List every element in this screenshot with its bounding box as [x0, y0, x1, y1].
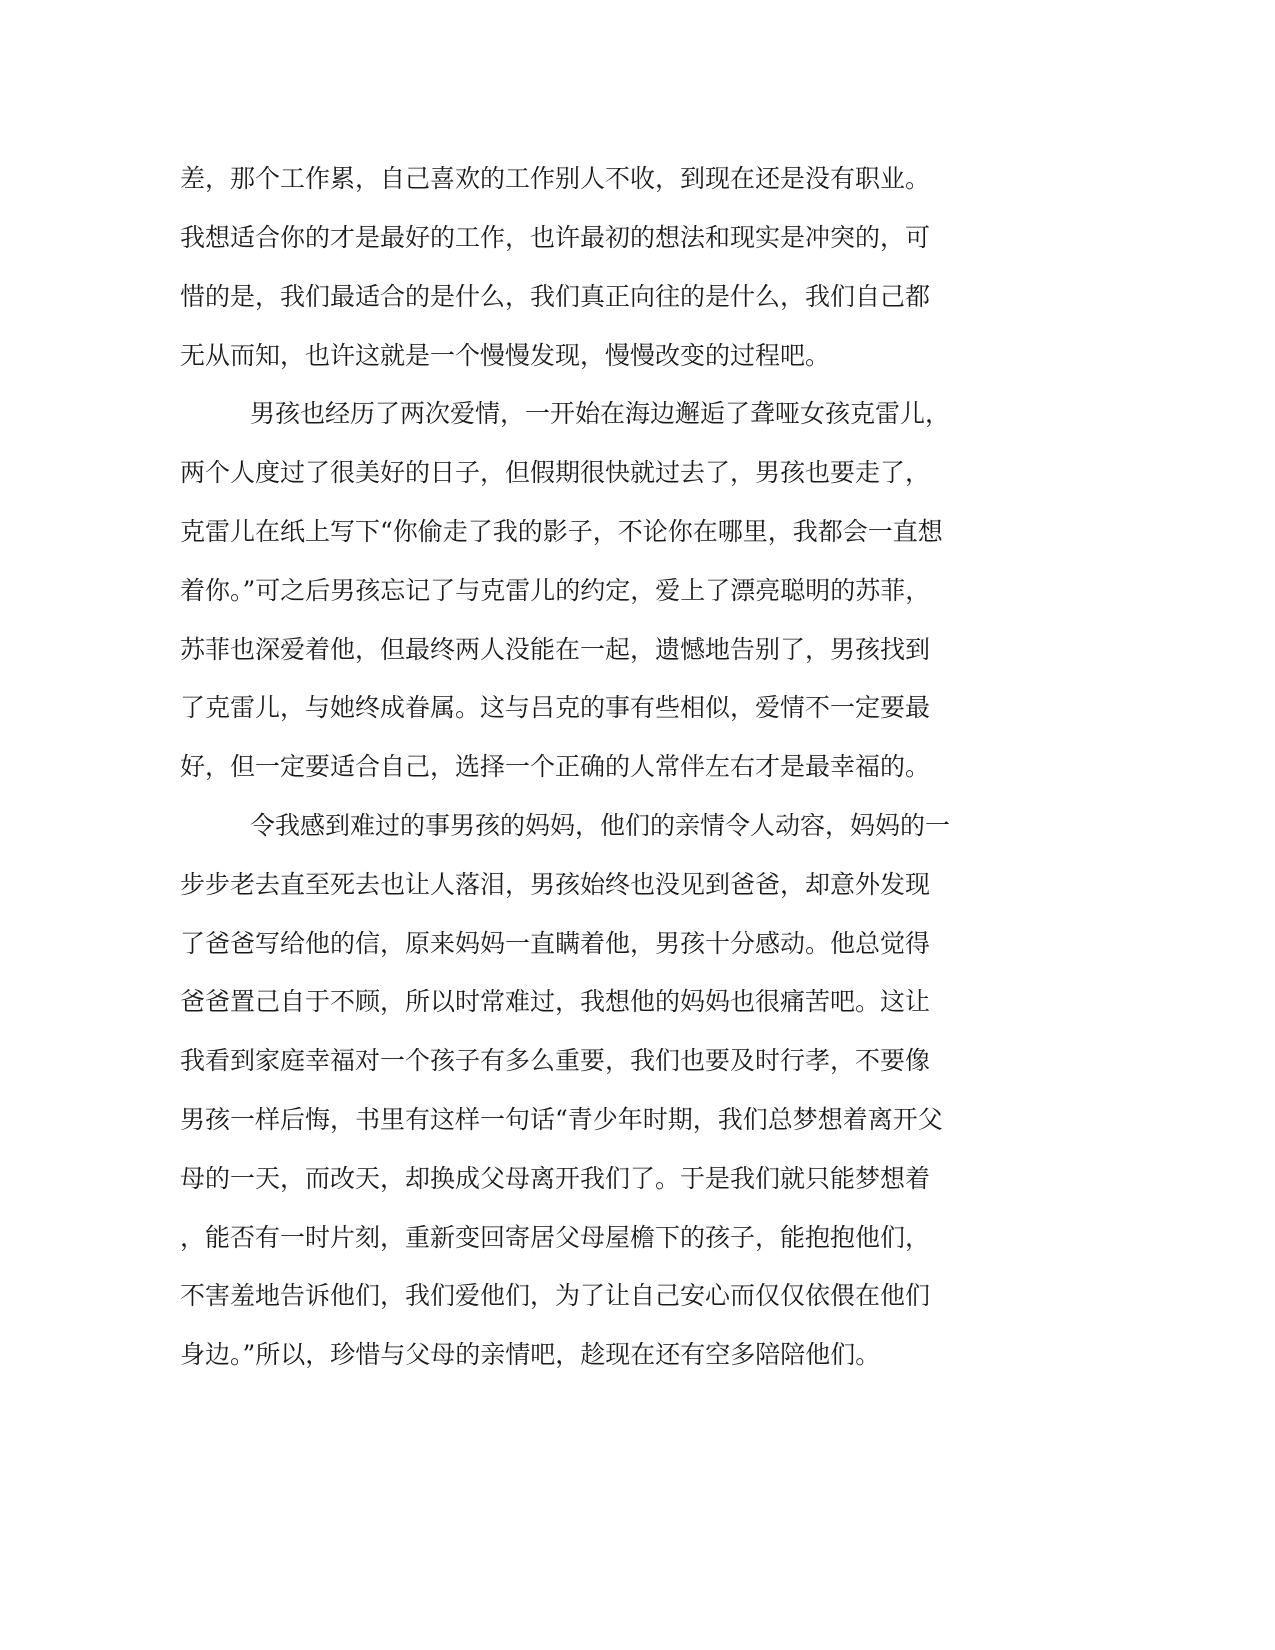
text-line: ，能否有一时片刻，重新变回寄居父母屋檐下的孩子，能抱抱他们，	[180, 1223, 931, 1252]
text-line: 无从而知，也许这就是一个慢慢发现，慢慢改变的过程吧。	[180, 341, 831, 370]
text-line: 爸爸置己自于不顾，所以时常难过，我想他的妈妈也很痛苦吧。这让	[180, 987, 931, 1016]
text-line: 了克雷儿，与她终成眷属。这与吕克的事有些相似，爱情不一定要最	[180, 693, 931, 722]
text-line: 男孩一样后悔，书里有这样一句话“青少年时期，我们总梦想着离开父	[180, 1105, 943, 1134]
text-line: 好，但一定要适合自己，选择一个正确的人常伴左右才是最幸福的。	[180, 752, 931, 781]
text-line: 惜的是，我们最适合的是什么，我们真正向往的是什么，我们自己都	[180, 282, 931, 311]
text-line: 步步老去直至死去也让人落泪，男孩始终也没见到爸爸，却意外发现	[180, 870, 931, 899]
text-line: 苏菲也深爱着他，但最终两人没能在一起，遗憾地告别了，男孩找到	[180, 635, 931, 664]
paragraph-start-line: 令我感到难过的事男孩的妈妈，他们的亲情令人动容，妈妈的一	[250, 811, 951, 840]
text-line: 不害羞地告诉他们，我们爱他们，为了让自己安心而仅仅依偎在他们	[180, 1281, 931, 1310]
text-line: 我看到家庭幸福对一个孩子有多么重要，我们也要及时行孝，不要像	[180, 1046, 931, 1075]
text-line: 两个人度过了很美好的日子，但假期很快就过去了，男孩也要走了，	[180, 458, 931, 487]
text-line: 身边。”所以，珍惜与父母的亲情吧，趁现在还有空多陪陪他们。	[180, 1340, 881, 1369]
text-line: 我想适合你的才是最好的工作，也许最初的想法和现实是冲突的，可	[180, 223, 931, 252]
text-line: 母的一天，而改天，却换成父母离开我们了。于是我们就只能梦想着	[180, 1164, 931, 1193]
text-line: 克雷儿在纸上写下“你偷走了我的影子，不论你在哪里，我都会一直想	[180, 517, 943, 546]
text-line: 了爸爸写给他的信，原来妈妈一直瞒着他，男孩十分感动。他总觉得	[180, 929, 931, 958]
text-line: 差，那个工作累，自己喜欢的工作别人不收，到现在还是没有职业。	[180, 164, 931, 193]
text-line: 着你。”可之后男孩忘记了与克雷儿的约定，爱上了漂亮聪明的苏菲，	[180, 576, 931, 605]
paragraph-start-line: 男孩也经历了两次爱情，一开始在海边邂逅了聋哑女孩克雷儿，	[250, 399, 951, 428]
